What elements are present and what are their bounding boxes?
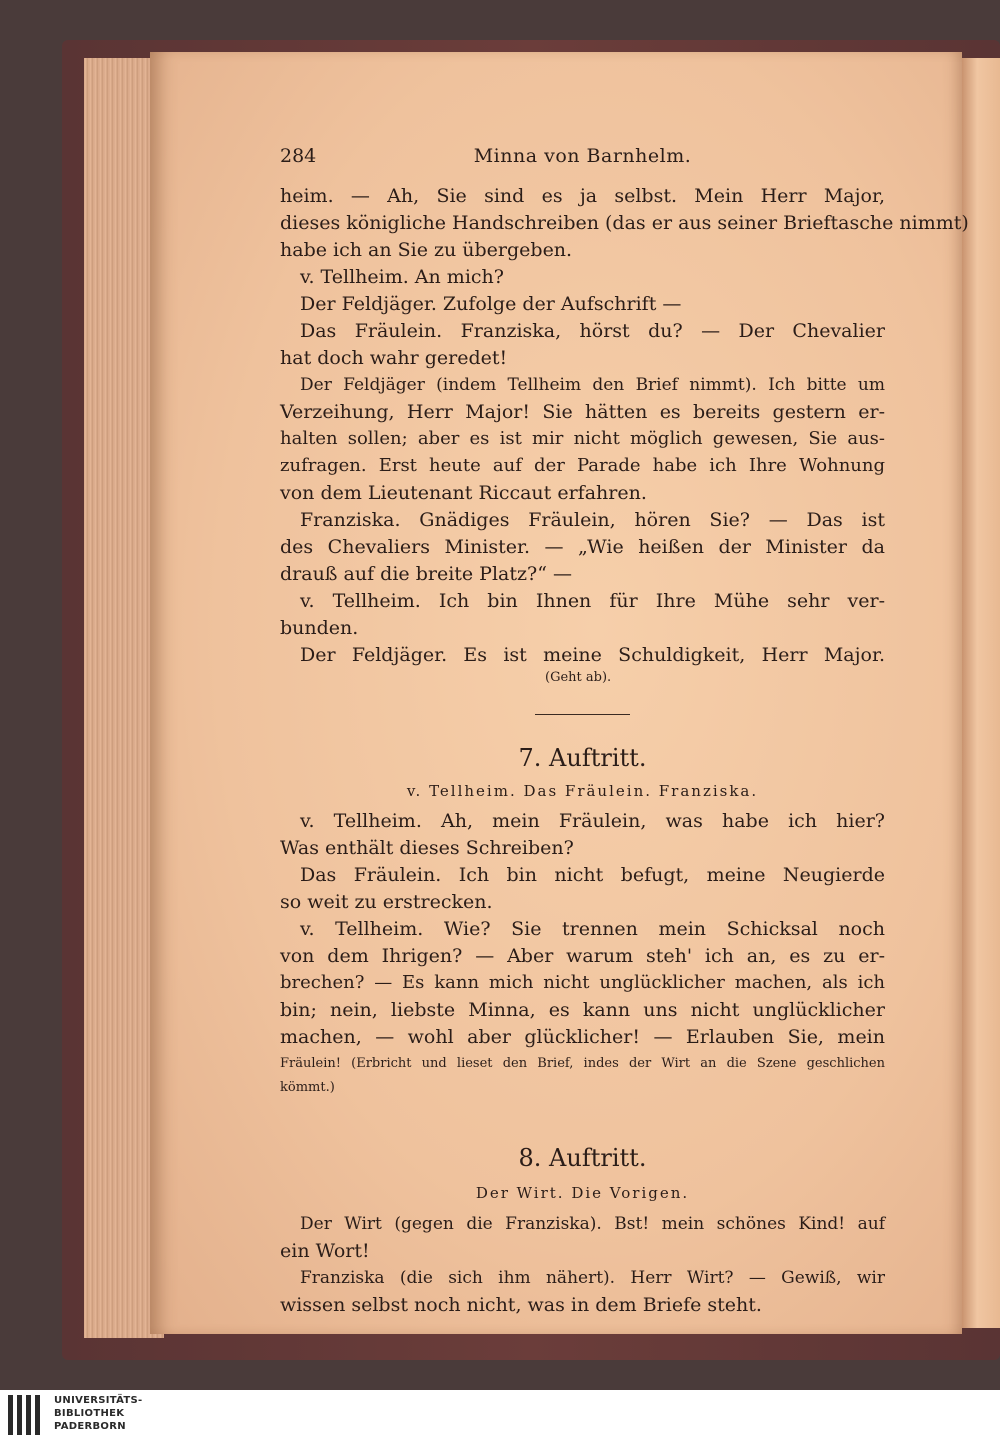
text-line: Der Wirt (gegen die Franziska). Bst! mein schönes Kind! auf [300,1214,885,1234]
text-line: Was enthält dieses Schreiben? [280,837,574,859]
text-line: Verzeihung, Herr Major! Sie hätten es bereits gestern er- [280,401,885,423]
text-line: heim. — Ah, Sie sind es ja selbst. Mein Herr Major, [280,185,885,207]
text-line: bin; nein, liebste Minna, es kann uns nicht unglücklicher [280,999,885,1021]
text-line: so weit zu erstrecken. [280,891,493,913]
text-line: Der Feldjäger. Zufolge der Aufschrift — [300,293,682,315]
text-line: von dem Lieutenant Riccaut erfahren. [280,482,647,504]
text-line: von dem Ihrigen? — Aber warum steh' ich an, es zu er- [280,945,885,967]
text-line: Der Feldjäger (indem Tellheim den Brief nimmt). Ich bitte um [300,375,885,395]
section-divider [535,714,630,715]
scene-heading: 7. Auftritt. [518,744,647,772]
text-line: v. Tellheim. An mich? [300,266,504,288]
text-line: brechen? — Es kann mich nicht unglücklicher machen, als ich [280,972,885,993]
text-line: halten sollen; aber es ist mir nicht möglich gewesen, Sie aus- [280,428,885,449]
page-number: 284 [280,145,317,167]
scene-cast: Der Wirt. Die Vorigen. [475,1184,690,1202]
text-line: Franziska. Gnädiges Fräulein, hören Sie? — Das ist [300,509,885,531]
text-line: drauß auf die breite Platz?“ — [280,563,572,585]
text-line: habe ich an Sie zu übergeben. [280,239,573,261]
text-line: v. Tellheim. Ich bin Ihnen für Ihre Mühe sehr ver- [300,590,885,612]
text-line: machen, — wohl aber glücklicher! — Erlauben Sie, mein [280,1026,885,1048]
text-line: wissen selbst noch nicht, was in dem Briefe steht. [280,1294,762,1316]
text-line: Fräulein! (Erbricht und lieset den Brief, indes der Wirt an die Szene geschlichen [280,1056,885,1071]
library-logo-icon [8,1395,48,1435]
text-line: v. Tellheim. Wie? Sie trennen mein Schicksal noch [300,918,885,940]
text-line: zufragen. Erst heute auf der Parade habe ich Ihre Wohnung [280,455,885,476]
text-line: v. Tellheim. Ah, mein Fräulein, was habe ich hier? [300,810,885,832]
text-line: ein Wort! [280,1240,370,1262]
text-line: kömmt.) [280,1080,335,1095]
running-title: Minna von Barnhelm. [473,145,692,167]
text-line: Das Fräulein. Ich bin nicht befugt, meine Neugierde [300,864,885,886]
text-line: dieses königliche Handschreiben (das er aus seiner Brieftasche nimmt) [280,212,969,234]
stage-direction: (Geht ab). [545,670,612,685]
scene-cast: v. Tellheim. Das Fräulein. Franziska. [406,782,759,800]
library-logo [8,1393,168,1437]
text-line: bunden. [280,617,359,639]
library-logo-text: UNIVERSITÄTS- BIBLIOTHEK PADERBORN [54,1395,143,1432]
text-line: des Chevaliers Minister. — „Wie heißen der Minister da [280,536,885,558]
text-line: Franziska (die sich ihm nähert). Herr Wirt? — Gewiß, wir [300,1268,885,1288]
text-line: Das Fräulein. Franziska, hörst du? — Der Chevalier [300,320,885,342]
text-line: Der Feldjäger. Es ist meine Schuldigkeit, Herr Major. [300,644,885,666]
text-line: hat doch wahr geredet! [280,347,508,369]
facing-page-edge [962,58,1000,1328]
scene-heading: 8. Auftritt. [518,1144,647,1172]
